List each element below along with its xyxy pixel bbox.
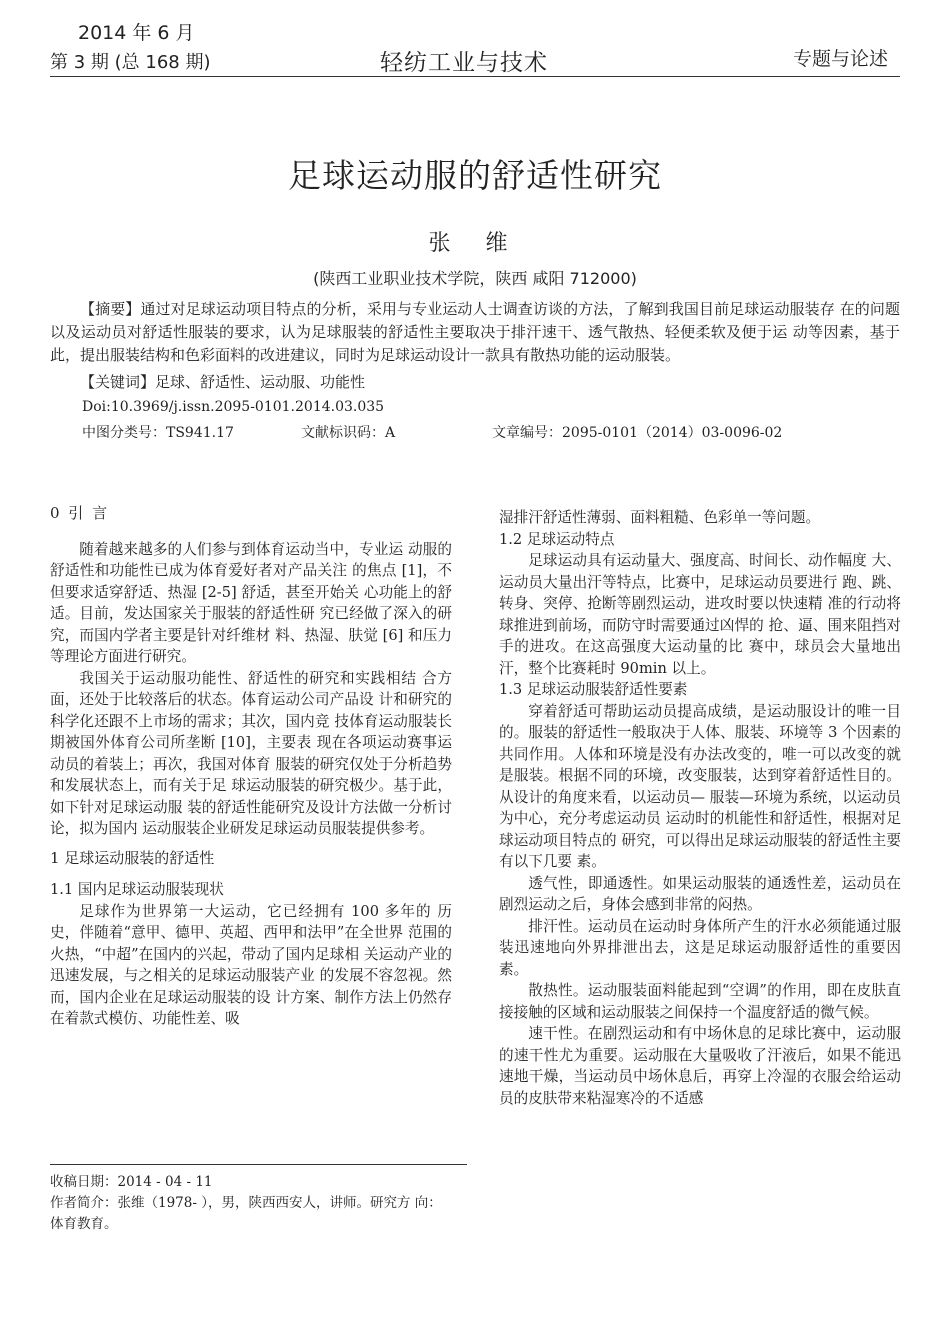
paragraph: 速干性。在剧烈运动和有中场休息的足球比赛中，运动服的速干性尤为重要。运动服在大量吸收了汗液后，如果不能迅速地干燥，当运动员中场休息后，再穿上冷湿的衣服会给运动员的皮肤带来粘湿寒冷的不适感 (499, 1025, 901, 1107)
classification-number: 中图分类号：TS941.17 (82, 425, 234, 441)
doi: Doi:10.3969/j.issn.2095-0101.2014.03.035 (82, 399, 385, 415)
paragraph: 穿着舒适可帮助运动员提高成绩，是运动服设计的唯一目的。服装的舒适性一般取决于人体、服装、环境等 3 个因素的共同作用。人体和环境是没有办法改变的，唯一可以改变的就是服装。根据不同的环境，改变服装，达到穿着舒适性目的。从设计的角度来看，以运动员— 服装—环境为系统，以运动员为中心，充分考虑运动员 运动时的机能性和舒适性，根据对足球运动项目特点的 研究，可以得出足球运动服装的舒适性主要有以下几要 素。 (499, 702, 901, 870)
subsection-heading-1-1: 1.1 国内足球运动服装现状 (50, 881, 224, 898)
paragraph: 散热性。运动服装面料能起到“空调”的作用，即在皮肤直接接触的区域和运动服装之间保持一个温度舒适的微气候。 (499, 982, 901, 1021)
paragraph: 足球运动具有运动量大、强度高、时间长、动作幅度 大、运动员大量出汗等特点，比赛中，足球运动员要进行 跑、跳、转身、突停、抢断等剧烈运动，进攻时要以快速精 准的行动将球推进到前场，而防守时需要通过凶悍的 抢、逼、围来阻挡对手的进攻。在这高强度大运动量的比 赛中，球员会大量地出汗，整个比赛耗时 90min 以上。 (499, 552, 901, 677)
section-heading-1: 1 足球运动服装的舒适性 (50, 848, 215, 867)
paragraph: 透气性，即通透性。如果运动服装的通透性差，运动员在剧烈运动之后，身体会感到非常的闷热。 (499, 874, 901, 913)
paragraph: 我国关于运动服功能性、舒适性的研究和实践相结 合方面，还处于比较落后的状态。体育运动公司产品设 计和研究的科学化还跟不上市场的需求；其次，国内竞 技体育运动服装长期被国外体育公司所垄断 [10]，主要表 现在各项运动赛事运动员的着装上；再次，我国对体育 服装的研究仅处于分析趋势和发展状态上，而有关于足 球运动服装的研究极少。基于此，如下针对足球运动服 装的舒适性能研究及设计方法做一分析讨论，拟为国内 运动服装企业研发足球运动员服装提供参考。 (50, 669, 452, 837)
paragraph: 随着越来越多的人们参与到体育运动当中，专业运 动服的舒适性和功能性已成为体育爱好者对产品关注 的焦点 [1]，不但要求适穿舒适、热湿 [2-5] 舒适，甚至开始关 心功能上的舒适。目前，发达国家关于服装的舒适性研 究已经做了深入的研究，而国内学者主要是针对纤维材 料、热湿、肤觉 [6] 和压力等理论方面进行研究。 (50, 540, 452, 665)
subsection-heading-1-3: 1.3 足球运动服装舒适性要素 (499, 681, 688, 698)
section-heading-intro: 0 引 言 (50, 504, 110, 522)
subsection-heading-1-2: 1.2 足球运动特点 (499, 530, 615, 548)
author-affiliation: (陕西工业职业技术学院，陕西 咸阳 712000) (313, 269, 637, 288)
issue-number: 第 3 期 (总 168 期) (50, 52, 211, 73)
section-name: 专题与论述 (793, 48, 889, 70)
document-code: 文献标识码：A (301, 425, 396, 441)
footnote-received: 收稿日期：2014 - 04 - 11 (50, 1174, 213, 1190)
article-title: 足球运动服的舒适性研究 (288, 156, 662, 195)
paragraph: 足球作为世界第一大运动，它已经拥有 100 多年的 历史，伴随着“意甲、德甲、英超、西甲和法甲”在全世界 范围的火热，“中超”在国内的兴起，带动了国内足球相 关运动产业的迅速发展，与之相关的足球运动服装产业 的发展不容忽视。然而，国内企业在足球运动服装的设 计方案、制作方法上仍然存在着款式模仿、功能性差、吸 (50, 902, 452, 1027)
abstract: 【摘要】通过对足球运动项目特点的分析，采用与专业运动人士调查访谈的方法，了解到我国目前足球运动服装存 在的问题以及运动员对舒适性服装的要求，认为足球服装的舒适性主要取决于排汗速干、透气散热、轻便柔软及便于运 动等因素，基于此，提出服装结构和色彩面料的改进建议，同时为足球运动设计一款具有散热功能的运动服装。 (50, 300, 900, 364)
footnote-author-bio: 作者简介：张维（1978- ），男，陕西西安人，讲师。研究方 向：体育教育。 (50, 1195, 442, 1232)
paragraph-continued: 湿排汗舒适性薄弱、面料粗糙、色彩单一等问题。 (499, 509, 821, 526)
journal-name: 轻纺工业与技术 (380, 50, 548, 76)
issue-date: 2014 年 6 月 (78, 22, 195, 44)
left-column (50, 503, 452, 1030)
article-author: 张 维 (428, 231, 522, 256)
paragraph: 排汗性。运动员在运动时身体所产生的汗水必须能通过服装迅速地向外界排泄出去，这是足球运动服舒适性的重要因素。 (499, 917, 901, 978)
keywords: 【关键词】足球、舒适性、运动服、功能性 (80, 373, 366, 391)
article-number: 文章编号：2095-0101（2014）03-0096-02 (492, 425, 783, 441)
footnote-rule (50, 1164, 467, 1165)
header-rule (50, 76, 900, 77)
right-column (499, 507, 901, 1109)
